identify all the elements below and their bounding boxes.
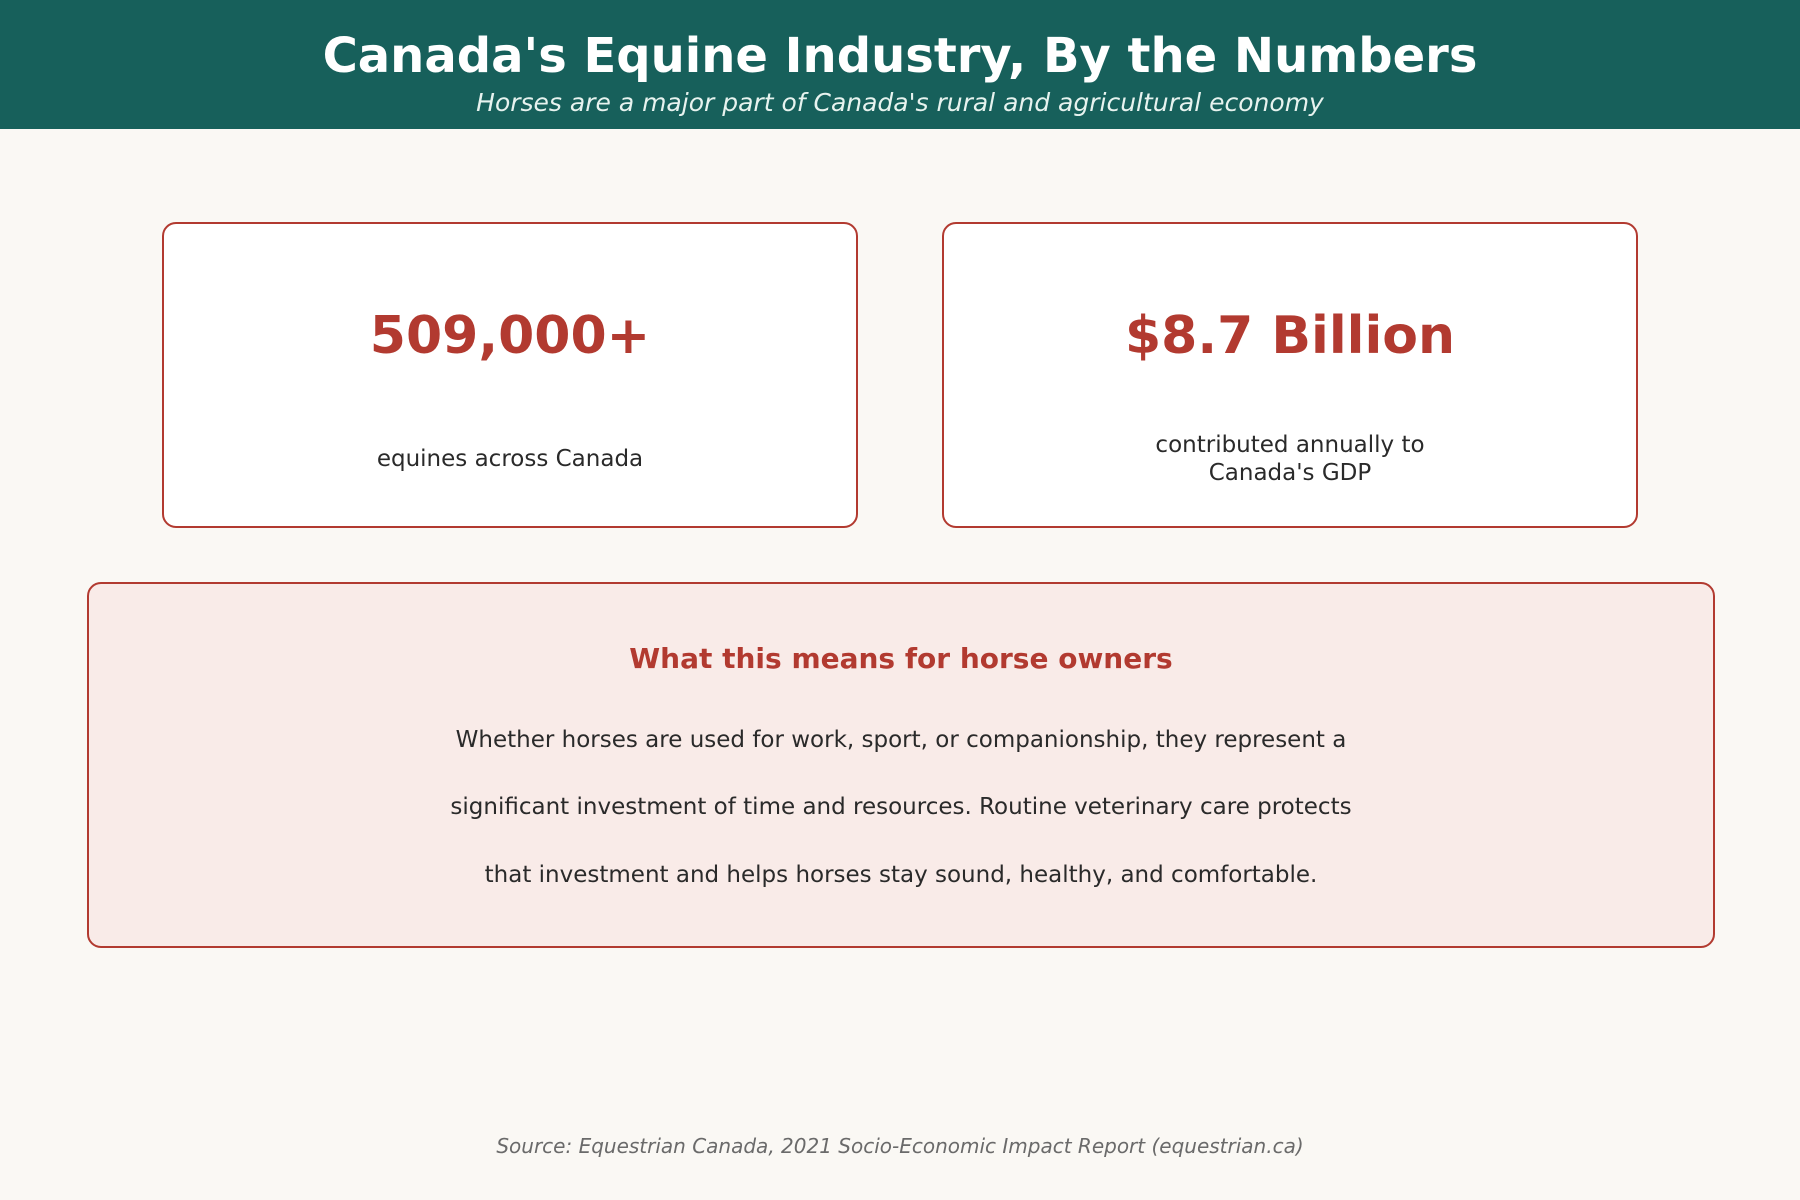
stat-card-gdp-contribution [942, 222, 1638, 528]
page-subtitle: Horses are a major part of Canada's rural and agricultural economy [476, 88, 1324, 117]
info-heading: What this means for horse owners [629, 642, 1173, 675]
info-box-horse-owners [87, 582, 1715, 948]
stat-card-equine-count [162, 222, 858, 528]
info-text-line: significant investment of time and resources. Routine veterinary care protects [450, 794, 1352, 820]
stat-description [944, 431, 1636, 487]
stat-description-line: contributed annually to [1155, 432, 1425, 458]
stat-value: $8.7 Billion [1124, 306, 1456, 366]
source-citation: Source: Equestrian Canada, 2021 Socio-Economic Impact Report (equestrian.ca) [496, 1134, 1304, 1158]
stat-description-line: equines across Canada [376, 446, 644, 472]
page-title: Canada's Equine Industry, By the Numbers [322, 28, 1478, 84]
stat-description [164, 445, 856, 473]
page-header [0, 0, 1800, 129]
stat-description-line: Canada's GDP [1208, 460, 1372, 486]
stat-value: 509,000+ [369, 306, 651, 366]
info-text-line: Whether horses are used for work, sport, or companionship, they represent a [455, 727, 1347, 753]
info-text-line: that investment and helps horses stay sound, healthy, and comfortable. [484, 862, 1318, 888]
